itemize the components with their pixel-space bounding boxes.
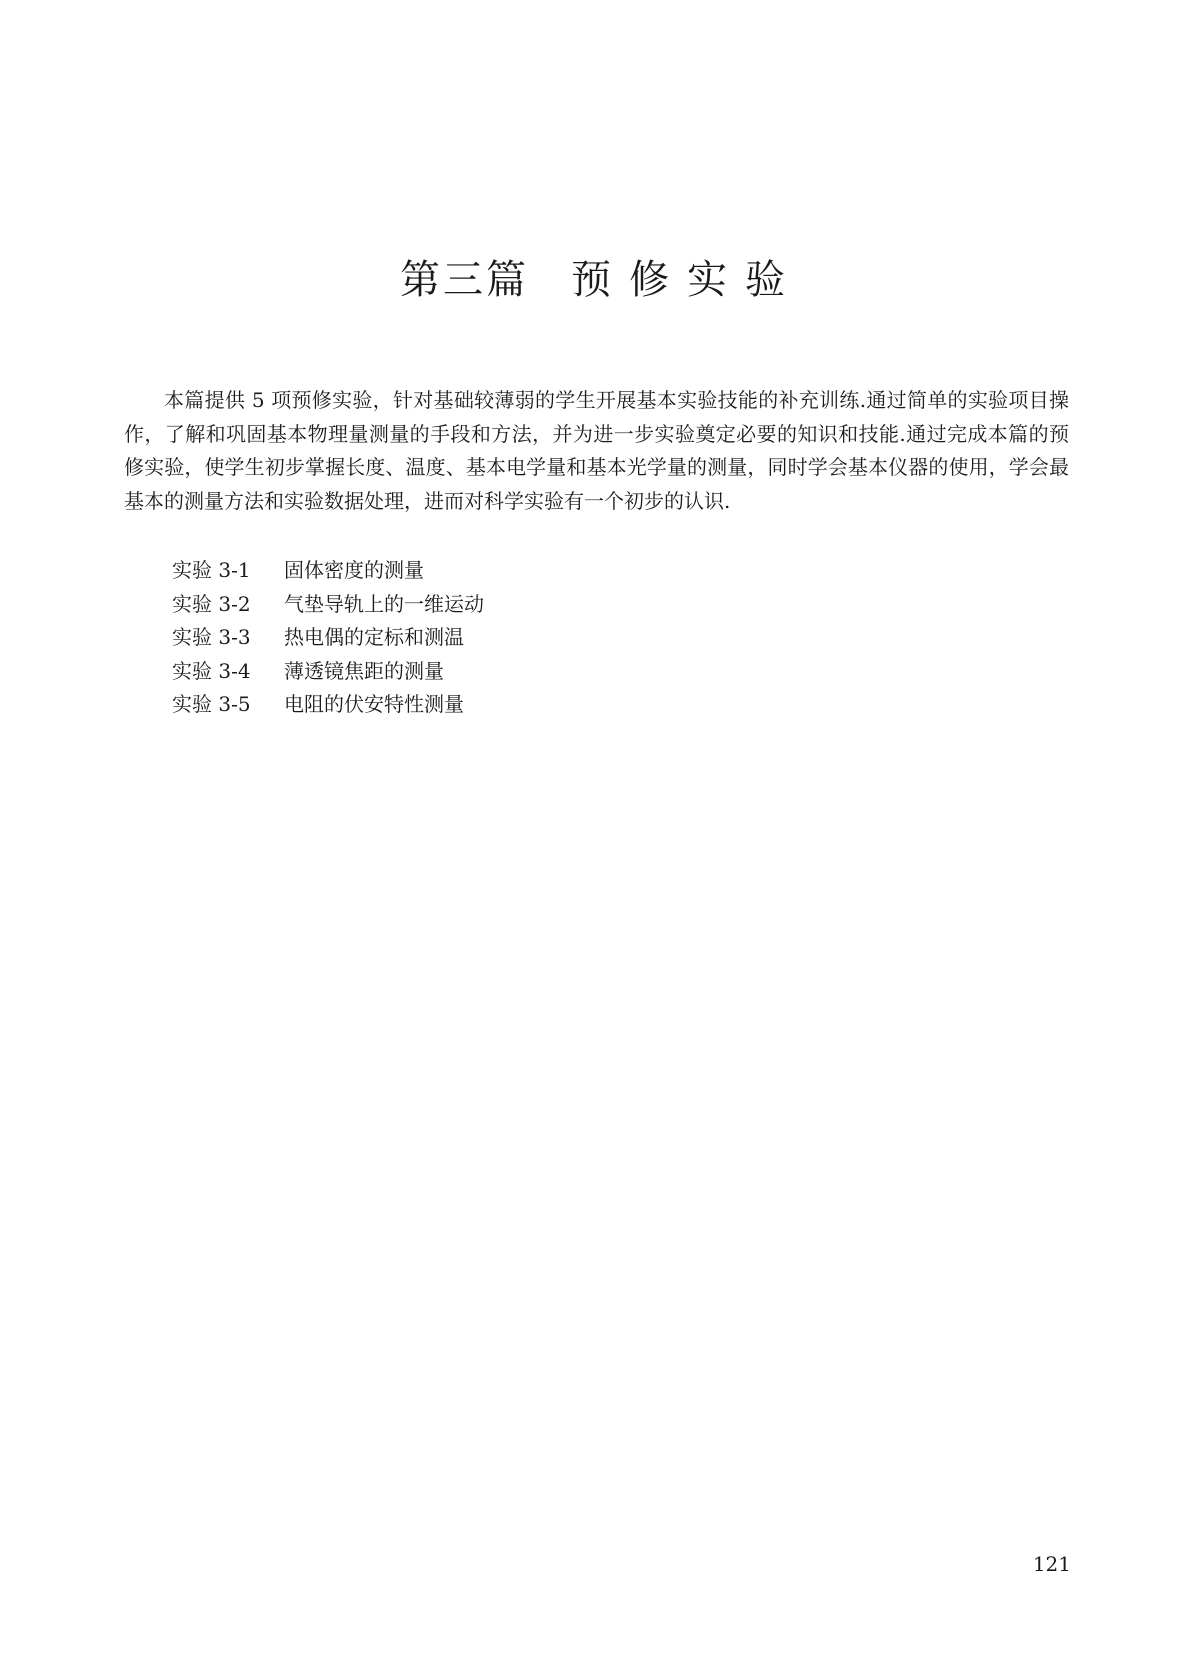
experiment-title: 热电偶的定标和测温 bbox=[284, 625, 464, 649]
experiment-title: 气垫导轨上的一维运动 bbox=[284, 591, 484, 616]
experiment-title: 电阻的伏安特性测量 bbox=[284, 692, 464, 716]
experiment-number: 实验 3-1 bbox=[172, 558, 251, 582]
part-label: 第三篇 bbox=[400, 257, 529, 303]
list-item bbox=[172, 554, 484, 588]
experiment-number: 实验 3-3 bbox=[172, 625, 251, 649]
part-name: 预修实验 bbox=[571, 257, 803, 303]
list-item bbox=[172, 688, 484, 722]
experiment-title: 薄透镜焦距的测量 bbox=[284, 658, 444, 683]
list-item bbox=[172, 655, 484, 689]
part-title bbox=[0, 250, 1203, 310]
page-number: 121 bbox=[1032, 1552, 1071, 1576]
experiment-list bbox=[172, 554, 484, 722]
experiment-title: 固体密度的测量 bbox=[284, 558, 424, 582]
intro-paragraph: 本篇提供 5 项预修实验，针对基础较薄弱的学生开展基本实验技能的补充训练.通过简单的实验项目操作，了解和巩固基本物理量测量的手段和方法，并为进一步实验奠定必要的知识和技能.通过完成本篇的预修实验，使学生初步掌握长度、温度、基本电学量和基本光学量的测量，同时学会基本仪器的使用，学会最基本的测量方法和实验数据处理，进而对科学实验有一个初步的认识. bbox=[124, 388, 1069, 513]
experiment-number: 实验 3-4 bbox=[172, 658, 251, 683]
list-item bbox=[172, 621, 484, 655]
list-item bbox=[172, 588, 484, 622]
experiment-number: 实验 3-5 bbox=[172, 692, 251, 716]
experiment-number: 实验 3-2 bbox=[172, 591, 251, 616]
